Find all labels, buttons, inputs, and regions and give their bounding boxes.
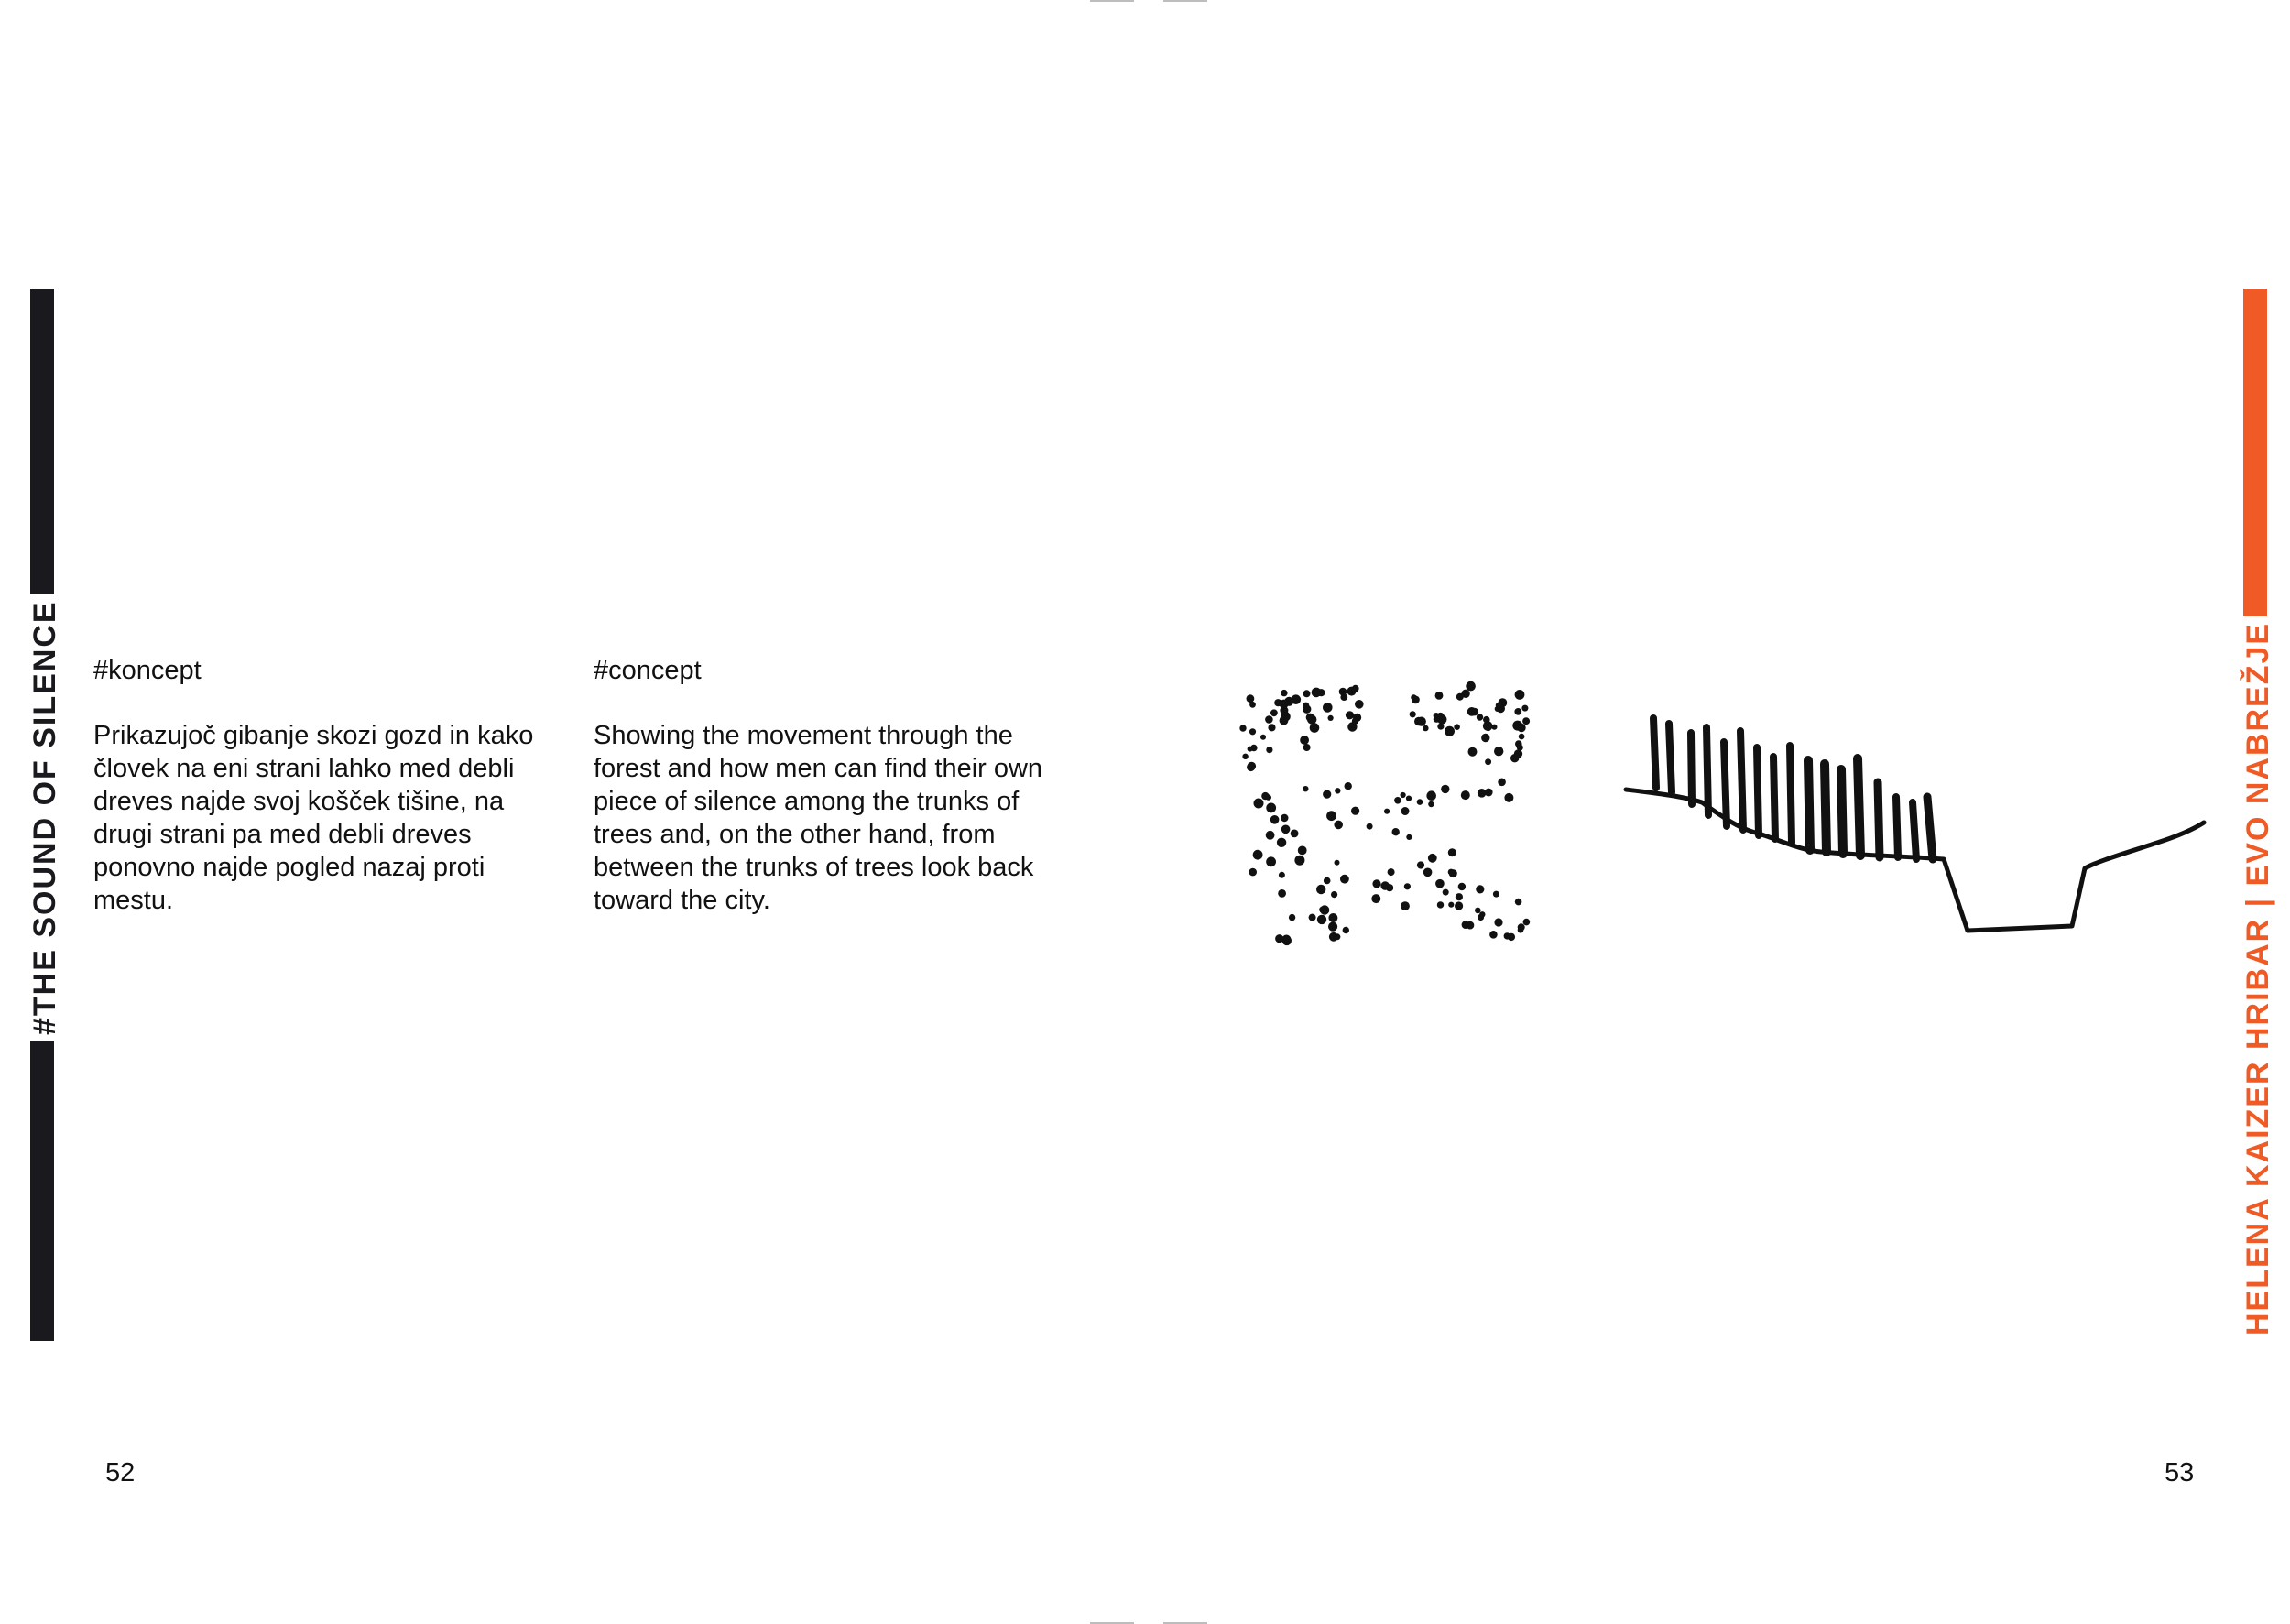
ink-dot xyxy=(1324,877,1331,885)
ink-dot xyxy=(1303,690,1311,697)
ink-dot xyxy=(1328,913,1337,922)
forest-riverbank-section-sketch xyxy=(1621,705,2208,943)
ink-dot xyxy=(1404,883,1411,889)
ink-dot xyxy=(1410,711,1416,717)
ink-dot xyxy=(1277,838,1286,847)
ink-dot xyxy=(1489,931,1498,939)
tree-trunk xyxy=(1808,760,1810,850)
ink-dot xyxy=(1261,792,1269,800)
ink-dot xyxy=(1278,889,1286,898)
ink-dot xyxy=(1388,868,1395,876)
ink-dot xyxy=(1437,724,1444,730)
ink-dot xyxy=(1249,702,1256,708)
ink-dot xyxy=(1303,705,1311,714)
ink-dot xyxy=(1266,747,1272,753)
tree-trunk xyxy=(1653,718,1656,788)
ink-dot xyxy=(1517,745,1523,751)
heading-concept: #concept xyxy=(594,656,702,685)
ink-dot xyxy=(1426,790,1436,801)
ink-dot xyxy=(1289,914,1295,921)
ink-dot xyxy=(1401,792,1406,798)
ink-dot xyxy=(1518,927,1524,933)
crop-mark xyxy=(1163,0,1207,2)
ink-dot xyxy=(1265,715,1273,724)
body-text-english: Showing the movement through the forest and how men can find their own piece of silence among the trunks of trees and, on the other hand, from between the trunks of trees look back toward the city. xyxy=(594,721,1043,915)
ink-dot xyxy=(1380,881,1390,890)
ink-dot xyxy=(1504,793,1513,802)
ink-dot xyxy=(1401,807,1410,815)
ink-dot xyxy=(1292,694,1302,704)
ink-dot xyxy=(1441,785,1449,793)
heading-koncept: #koncept xyxy=(93,656,202,685)
ink-dot xyxy=(1281,690,1287,696)
ink-dot xyxy=(1323,790,1331,799)
ink-dot xyxy=(1247,763,1255,771)
ink-dot xyxy=(1249,868,1257,877)
ink-dot xyxy=(1475,908,1481,914)
ink-dot xyxy=(1310,723,1320,733)
ink-dot xyxy=(1249,728,1256,735)
ink-dot xyxy=(1335,860,1340,866)
ink-dot xyxy=(1458,883,1466,890)
tree-trunk xyxy=(1707,727,1708,815)
ink-dot xyxy=(1499,698,1508,707)
ink-dot xyxy=(1371,894,1380,903)
ink-dot xyxy=(1339,688,1347,696)
tree-trunk xyxy=(1691,733,1692,804)
ink-dot xyxy=(1514,708,1521,715)
ink-dot xyxy=(1345,782,1352,790)
ink-dot xyxy=(1253,850,1263,860)
ink-dot xyxy=(1417,861,1424,868)
ink-dot xyxy=(1254,799,1264,809)
ink-dot xyxy=(1247,694,1255,703)
ink-dot xyxy=(1428,854,1437,863)
ink-dot xyxy=(1461,790,1470,800)
ink-dot xyxy=(1508,933,1515,941)
tree-trunk xyxy=(1825,764,1827,852)
ink-dot xyxy=(1521,705,1528,712)
ink-dot xyxy=(1454,724,1460,730)
ink-dot xyxy=(1328,922,1337,932)
ink-dot xyxy=(1250,745,1257,751)
ink-dot xyxy=(1493,891,1499,898)
ink-dot xyxy=(1423,725,1429,732)
ink-dot xyxy=(1406,834,1412,840)
ink-dot xyxy=(1282,936,1292,945)
ink-dot xyxy=(1406,796,1412,801)
ink-dot xyxy=(1515,690,1525,700)
ink-dot xyxy=(1266,831,1275,840)
tree-trunk xyxy=(1913,802,1916,859)
ink-dot xyxy=(1367,823,1373,830)
ink-dot xyxy=(1462,921,1470,929)
dot-pattern-sketch xyxy=(1238,681,1532,956)
tree-trunk xyxy=(1858,758,1860,856)
ink-dot xyxy=(1448,848,1456,856)
ink-dot xyxy=(1494,747,1503,756)
tree-trunk xyxy=(1927,797,1933,859)
ink-dot xyxy=(1335,788,1340,793)
ink-dot xyxy=(1483,721,1493,731)
ink-dot xyxy=(1351,807,1359,815)
ink-dot xyxy=(1372,879,1380,888)
tree-trunk xyxy=(1773,757,1775,839)
ink-dot xyxy=(1423,868,1433,877)
ink-dot xyxy=(1510,754,1519,762)
ink-dot xyxy=(1242,754,1248,759)
page-number-left: 52 xyxy=(105,1458,136,1488)
ink-dot xyxy=(1281,814,1288,822)
ink-dot xyxy=(1481,734,1489,742)
ink-dot xyxy=(1476,885,1484,893)
ink-dot xyxy=(1309,914,1316,921)
ink-dot xyxy=(1281,825,1291,834)
ink-dot xyxy=(1417,799,1423,805)
ink-dot xyxy=(1316,885,1325,894)
ink-dot xyxy=(1456,893,1463,900)
ink-dot xyxy=(1515,899,1522,906)
ink-dot xyxy=(1275,934,1283,943)
tree-trunk xyxy=(1790,746,1792,843)
ink-dot xyxy=(1392,828,1400,835)
ink-dot xyxy=(1334,821,1343,830)
tree-trunk xyxy=(1757,747,1759,835)
ink-dot xyxy=(1412,696,1420,704)
ink-dot xyxy=(1270,815,1280,824)
ink-dot xyxy=(1347,687,1357,696)
tree-trunk xyxy=(1896,797,1898,857)
ink-dot xyxy=(1331,891,1337,898)
ink-dot xyxy=(1334,933,1340,940)
ink-dot xyxy=(1307,714,1316,724)
ink-dot xyxy=(1384,809,1390,814)
ink-dot xyxy=(1435,879,1445,888)
ink-dot xyxy=(1468,747,1478,757)
ink-dot xyxy=(1312,688,1322,698)
tree-trunk xyxy=(1740,731,1743,830)
ink-dot xyxy=(1449,869,1457,877)
page-number-right: 53 xyxy=(2165,1458,2195,1488)
ink-dot xyxy=(1280,700,1289,709)
ink-dot xyxy=(1279,872,1285,878)
ink-dot xyxy=(1477,714,1483,720)
ink-dot xyxy=(1340,875,1349,884)
ink-dot xyxy=(1401,901,1410,910)
ink-dot xyxy=(1455,901,1463,910)
ink-dot xyxy=(1466,681,1476,692)
ink-dot xyxy=(1461,690,1469,698)
ink-dot xyxy=(1352,717,1358,724)
ink-dot xyxy=(1417,717,1426,726)
ink-dot xyxy=(1437,713,1445,720)
ink-dot xyxy=(1494,918,1502,926)
ink-dot xyxy=(1343,927,1349,933)
ink-dot xyxy=(1260,735,1266,740)
side-title-left: #THE SOUND OF SILENCE xyxy=(27,594,63,1041)
ink-dot xyxy=(1294,856,1304,866)
body-text-slovene: Prikazujoč gibanje skozi gozd in kako človek na eni strani lahko med debli dreves najde svoj košček tišine, na drugi strani pa med debli dreves ponovno najde pogled nazaj proti mestu. xyxy=(93,721,534,915)
ink-dot xyxy=(1471,708,1479,716)
ink-dot xyxy=(1346,711,1354,719)
ink-dot xyxy=(1317,915,1326,924)
ink-dot xyxy=(1328,715,1334,721)
ink-dot xyxy=(1479,911,1485,917)
ink-dot xyxy=(1268,724,1275,731)
tree-trunk xyxy=(1724,742,1727,826)
ink-dot xyxy=(1239,725,1246,731)
ink-dot xyxy=(1303,786,1308,791)
tree-trunk xyxy=(1669,724,1672,792)
ink-dot xyxy=(1266,803,1276,813)
ink-dot xyxy=(1355,700,1364,709)
ink-dot xyxy=(1485,758,1491,765)
ink-dot xyxy=(1320,905,1329,914)
ink-dot xyxy=(1443,889,1449,896)
ink-dot xyxy=(1522,717,1530,725)
ink-dot xyxy=(1300,736,1309,745)
ink-dot xyxy=(1498,779,1506,787)
ink-dot xyxy=(1323,703,1333,713)
ink-dot xyxy=(1326,811,1336,821)
crop-mark xyxy=(1090,0,1134,2)
ink-dot xyxy=(1519,734,1525,740)
ink-dot xyxy=(1394,797,1401,804)
ink-dot xyxy=(1517,724,1525,732)
ink-dot xyxy=(1428,801,1434,807)
tree-trunk xyxy=(1878,782,1880,857)
side-title-right: HELENA KAIZER HRIBAR | EVO NABREŽJE xyxy=(2241,616,2276,1341)
ink-dot xyxy=(1266,856,1276,866)
ink-dot xyxy=(1448,902,1454,908)
ink-dot xyxy=(1485,789,1493,797)
ink-dot xyxy=(1291,830,1299,838)
ink-dot xyxy=(1298,846,1307,856)
ink-dot xyxy=(1523,919,1531,926)
ink-dot xyxy=(1435,692,1444,700)
ink-dot xyxy=(1445,726,1455,736)
tree-trunk xyxy=(1841,769,1843,854)
ink-dot xyxy=(1270,709,1278,716)
ink-dot xyxy=(1303,744,1311,751)
ink-dot xyxy=(1437,901,1444,908)
